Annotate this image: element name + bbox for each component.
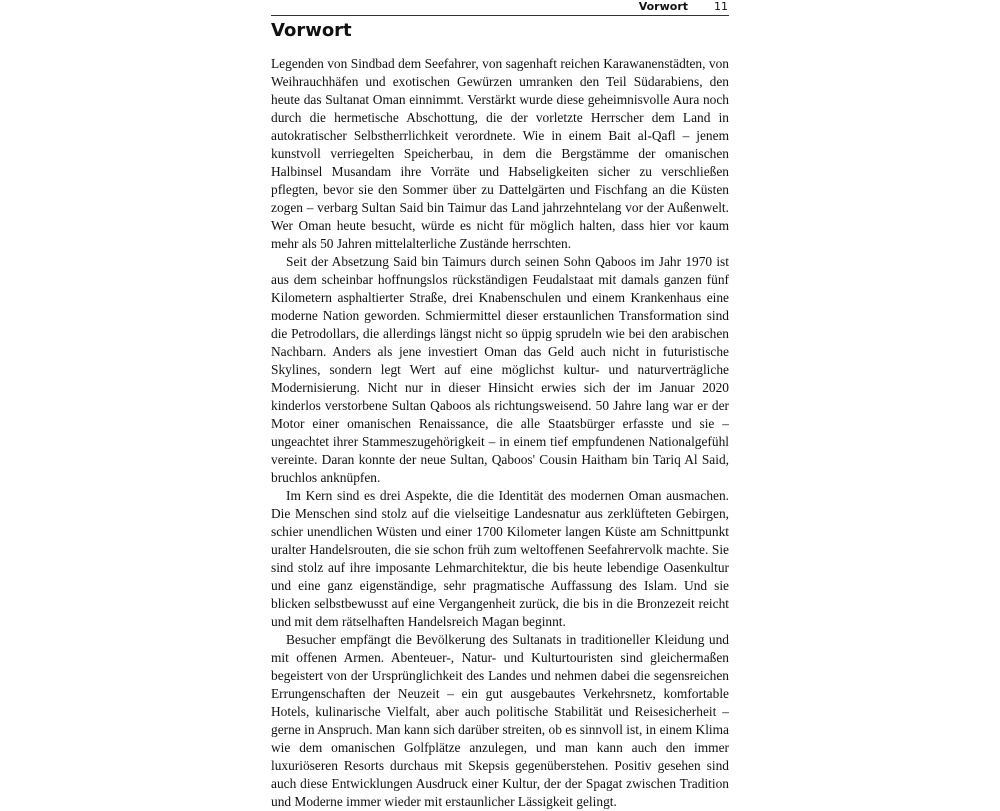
running-head-title: Vorwort: [638, 0, 688, 13]
running-head: [271, 0, 729, 14]
paragraph: Legenden von Sindbad dem Seefahrer, von sagenhaft reichen Karawanenstädten, von Weihrauchhäfen und exotischen Gewürzen umranken den Teil Südarabiens, den heute das Sultanat Oman einnimmt. Verstärkt wurde diese geheimnisvolle Aura noch durch die hermetische Abschottung, die der vorletzte Herrscher dem Land in autokratischer Selbstherrlichkeit verordnete. Wie in einem Bait al-Qafl – jenem kunstvoll verriegelten Speicherbau, in dem die Bergstämme der omanischen Halbinsel Musandam ihre Vorräte und Habseligkeiten sicher zu verschließen pflegten, bevor sie den Sommer über zu Dattelgärten und Fischfang an die Küsten zogen – verbarg Sultan Said bin Taimur das Land jahrzehntelang vor der Außenwelt. Wer Oman heute besucht, würde es nicht für möglich halten, dass hier vor kaum mehr als 50 Jahren mittelalterliche Zustände herrschten.: [271, 56, 729, 251]
paragraph: Besucher empfängt die Bevölkerung des Sultanats in traditioneller Kleidung und mit offenen Armen. Abenteuer-, Natur- und Kulturtouristen sind gleichermaßen begeistert von der Ursprünglichkeit des Landes und nehmen dabei die segensreichen Errungenschaften der Neuzeit – ein gut ausgebautes Verkehrsnetz, komfortable Hotels, kulinarische Vielfalt, aber auch politische Stabilität und Reisesicherheit – gerne in Anspruch. Man kann sich darüber streiten, ob es sinnvoll ist, in einem Klima wie dem omanischen Golfplätze anzulegen, und man kann auch den immer luxuriöseren Resorts durchaus mit Skepsis gegenüberstehen. Positiv gesehen sind auch diese Entwicklungen Ausdruck einer Kultur, der der Spagat zwischen Tradition und Moderne immer wieder mit erstaunlicher Lässigkeit gelingt.: [271, 632, 729, 809]
paragraph: Im Kern sind es drei Aspekte, die die Identität des modernen Oman ausmachen. Die Menschen sind stolz auf die vielseitige Landesnatur aus zerklüfteten Gebirgen, schier unendlichen Wüsten und einer 1700 Kilometer langen Küste am Schnittpunkt uralter Handelsrouten, die sie schon früh zum weltoffenen Seefahrervolk machte. Sie sind stolz auf ihre imposante Lehmarchitektur, die bis heute lebendige Oasenkultur und eine ganz eigenständige, sehr pragmatische Auffassung des Islam. Und sie blicken selbstbewusst auf eine Vergangenheit zurück, die bis in die Bronzezeit reicht und mit dem rätselhaften Handelsreich Magan beginnt.: [271, 488, 729, 629]
header-rule: [271, 15, 729, 16]
book-page: [271, 0, 729, 809]
paragraph: Seit der Absetzung Said bin Taimurs durch seinen Sohn Qaboos im Jahr 1970 ist aus dem scheinbar hoffnungslos rückständigen Feudalstaat mit damals ganzen fünf Kilometern asphaltierter Straße, drei Knabenschulen und einem Krankenhaus eine moderne Nation geworden. Schmiermittel dieser erstaunlichen Transformation sind die Petrodollars, die allerdings längst nicht so üppig sprudeln wie bei den arabischen Nachbarn. Anders als jene investiert Oman das Geld auch nicht in futuristische Skylines, sondern legt Wert auf eine möglichst kultur- und naturverträgliche Modernisierung. Nicht nur in dieser Hinsicht erwies sich der im Januar 2020 kinderlos verstorbene Sultan Qaboos als richtungsweisend. 50 Jahre lang war er der Motor einer omanischen Renaissance, die alle Staatsbürger erfasste und sie – ungeachtet ihrer Stammeszugehörigkeit – in einem tief empfundenen Nationalgefühl vereinte. Daran konnte der neue Sultan, Qaboos' Cousin Haitham bin Tariq Al Said, bruchlos anknüpfen.: [271, 254, 729, 485]
page-number: 11: [714, 0, 728, 13]
body-text: [271, 55, 729, 811]
chapter-title: Vorwort: [271, 20, 352, 41]
